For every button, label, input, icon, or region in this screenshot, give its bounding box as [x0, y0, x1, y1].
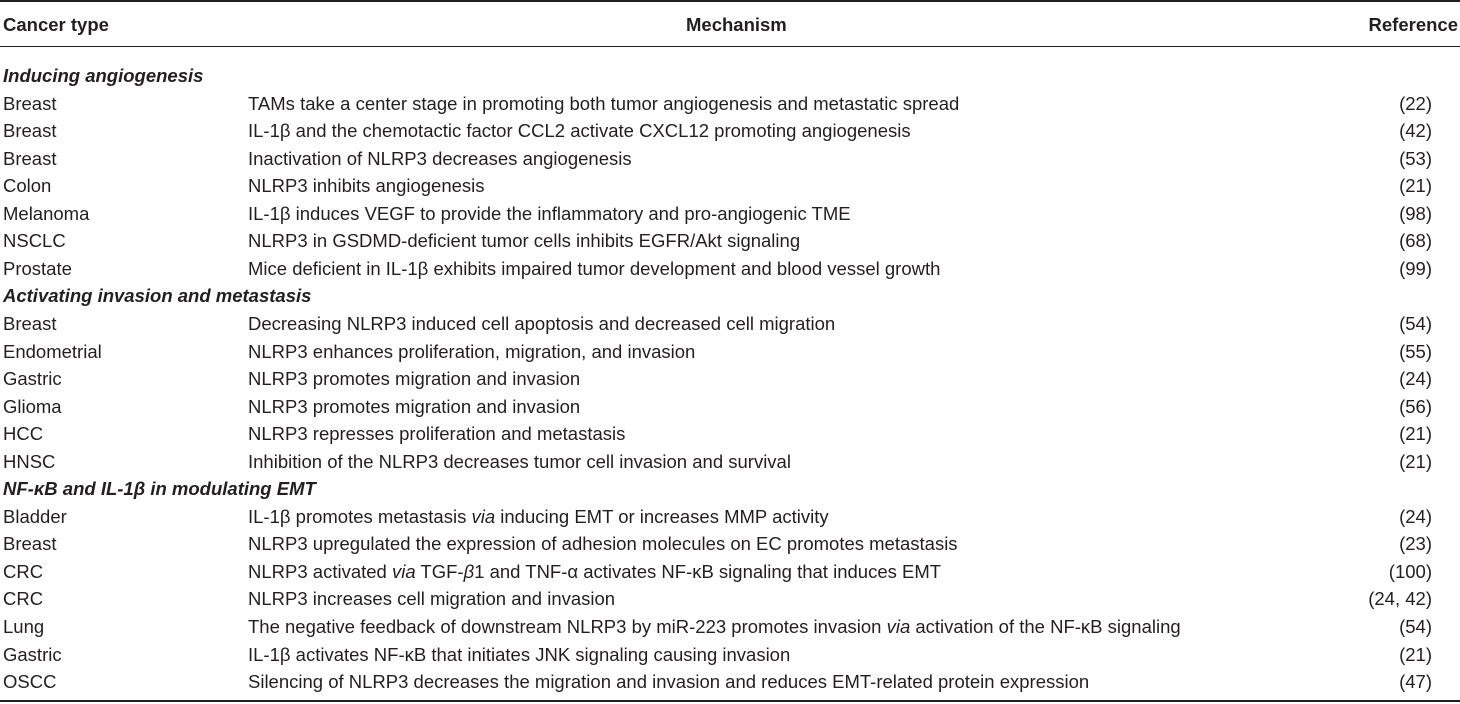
- mechanism-cell: Mice deficient in IL-1β exhibits impaired tumor development and blood vessel growth: [248, 257, 941, 279]
- reference-cell: (53): [1399, 147, 1432, 169]
- reference-cell: (42): [1399, 120, 1432, 142]
- reference-cell: (21): [1399, 175, 1432, 197]
- cancer-type-cell: Gastric: [3, 643, 62, 665]
- cancer-type-cell: Breast: [3, 312, 57, 334]
- cancer-type-cell: HNSC: [3, 450, 56, 472]
- reference-cell: (54): [1399, 312, 1432, 334]
- cancer-type-cell: Breast: [3, 533, 57, 555]
- section-title: Activating invasion and metastasis: [3, 285, 312, 307]
- mechanism-cell: NLRP3 promotes migration and invasion: [248, 368, 581, 390]
- cancer-type-cell: Gastric: [3, 368, 62, 390]
- table-row: [0, 200, 1460, 228]
- section-title: Inducing angiogenesis: [3, 65, 204, 86]
- section-header-row: [0, 282, 1460, 310]
- table-row: [0, 448, 1460, 476]
- reference-cell: (55): [1399, 340, 1432, 362]
- mechanism-cell: IL-1β promotes metastasis via inducing EMT or increases MMP activity: [248, 505, 829, 527]
- reference-cell: (24): [1399, 505, 1432, 527]
- cancer-type-cell: HCC: [3, 423, 44, 445]
- header-mechanism: Mechanism: [686, 14, 787, 35]
- mechanism-cell: Decreasing NLRP3 induced cell apoptosis and decreased cell migration: [248, 312, 836, 334]
- reference-cell: (21): [1399, 423, 1432, 445]
- reference-cell: (24): [1399, 368, 1432, 390]
- table-row: [0, 420, 1460, 448]
- cancer-type-cell: Prostate: [3, 257, 72, 279]
- cancer-type-cell: Lung: [3, 616, 45, 637]
- table-row: [0, 310, 1460, 338]
- mechanism-cell: NLRP3 represses proliferation and metastasis: [248, 423, 626, 445]
- reference-cell: (47): [1399, 671, 1432, 693]
- table-row: [0, 172, 1460, 200]
- mechanism-cell: Inhibition of the NLRP3 decreases tumor cell invasion and survival: [248, 450, 791, 472]
- table-row: [0, 90, 1460, 118]
- cancer-type-cell: OSCC: [3, 671, 57, 693]
- cancer-type-cell: Bladder: [3, 505, 67, 527]
- mechanism-cell: Silencing of NLRP3 decreases the migration and invasion and reduces EMT-related protein expression: [248, 671, 1090, 693]
- mechanism-cell: The negative feedback of downstream NLRP3 by miR-223 promotes invasion via activation of the NF-κB signaling: [248, 616, 1181, 637]
- mechanism-cell: NLRP3 in GSDMD-deficient tumor cells inhibits EGFR/Akt signaling: [248, 230, 801, 252]
- section-header-row: [0, 475, 1460, 503]
- reference-cell: (68): [1399, 230, 1432, 252]
- reference-cell: (22): [1399, 92, 1432, 114]
- mechanism-cell: IL-1β induces VEGF to provide the inflammatory and pro-angiogenic TME: [248, 202, 851, 224]
- mechanism-cell: Inactivation of NLRP3 decreases angiogenesis: [248, 147, 632, 169]
- mechanism-cell: NLRP3 inhibits angiogenesis: [248, 175, 485, 197]
- table-row: [0, 503, 1460, 531]
- table-row: [0, 338, 1460, 366]
- table-row: [0, 145, 1460, 173]
- table-row: [0, 530, 1460, 558]
- section-header-row: [0, 62, 1460, 90]
- reference-cell: (54): [1399, 616, 1432, 637]
- reference-cell: (98): [1399, 202, 1432, 224]
- cancer-type-cell: Colon: [3, 175, 52, 197]
- table-row: [0, 585, 1460, 613]
- table-row: [0, 558, 1460, 586]
- mechanism-cell: NLRP3 increases cell migration and invasion: [248, 588, 616, 610]
- reference-cell: (23): [1399, 533, 1432, 555]
- table-row: [0, 613, 1460, 641]
- reference-cell: (99): [1399, 257, 1432, 279]
- reference-cell: (21): [1399, 643, 1432, 665]
- table-row: [0, 227, 1460, 255]
- top-rule: [0, 0, 1460, 2]
- header-row: [0, 10, 1460, 40]
- section-title: NF-κB and IL-1β in modulating EMT: [3, 478, 316, 500]
- mechanism-cell: IL-1β activates NF-κB that initiates JNK signaling causing invasion: [248, 643, 791, 665]
- mechanism-cell: NLRP3 activated via TGF-β1 and TNF-α activates NF-κB signaling that induces EMT: [248, 560, 942, 582]
- bottom-rule: [0, 700, 1460, 702]
- cancer-type-cell: NSCLC: [3, 230, 66, 252]
- cancer-type-cell: Glioma: [3, 395, 62, 417]
- cancer-type-cell: Melanoma: [3, 202, 90, 224]
- header-cancer-type: Cancer type: [3, 14, 109, 35]
- cancer-type-cell: CRC: [3, 588, 44, 610]
- mechanism-cell: NLRP3 upregulated the expression of adhesion molecules on EC promotes metastasis: [248, 533, 958, 555]
- cancer-type-cell: Endometrial: [3, 340, 102, 362]
- table-row: [0, 117, 1460, 145]
- table-row: [0, 641, 1460, 669]
- mechanism-cell: NLRP3 enhances proliferation, migration, and invasion: [248, 340, 696, 362]
- cancer-type-cell: Breast: [3, 120, 57, 142]
- mechanism-cell: IL-1β and the chemotactic factor CCL2 activate CXCL12 promoting angiogenesis: [248, 120, 911, 142]
- cancer-type-cell: Breast: [3, 92, 57, 114]
- mechanism-cell: TAMs take a center stage in promoting both tumor angiogenesis and metastatic spread: [248, 92, 960, 114]
- reference-cell: (24, 42): [1368, 588, 1432, 610]
- reference-cell: (21): [1399, 450, 1432, 472]
- header-reference: Reference: [1368, 14, 1458, 35]
- reference-cell: (100): [1388, 560, 1432, 582]
- table-row: [0, 365, 1460, 393]
- table-row: [0, 668, 1460, 696]
- mechanism-cell: NLRP3 promotes migration and invasion: [248, 395, 581, 417]
- header-rule: [0, 46, 1460, 47]
- cancer-type-cell: CRC: [3, 560, 44, 582]
- reference-cell: (56): [1399, 395, 1432, 417]
- cancer-type-cell: Breast: [3, 147, 57, 169]
- table-row: [0, 255, 1460, 283]
- table-row: [0, 393, 1460, 421]
